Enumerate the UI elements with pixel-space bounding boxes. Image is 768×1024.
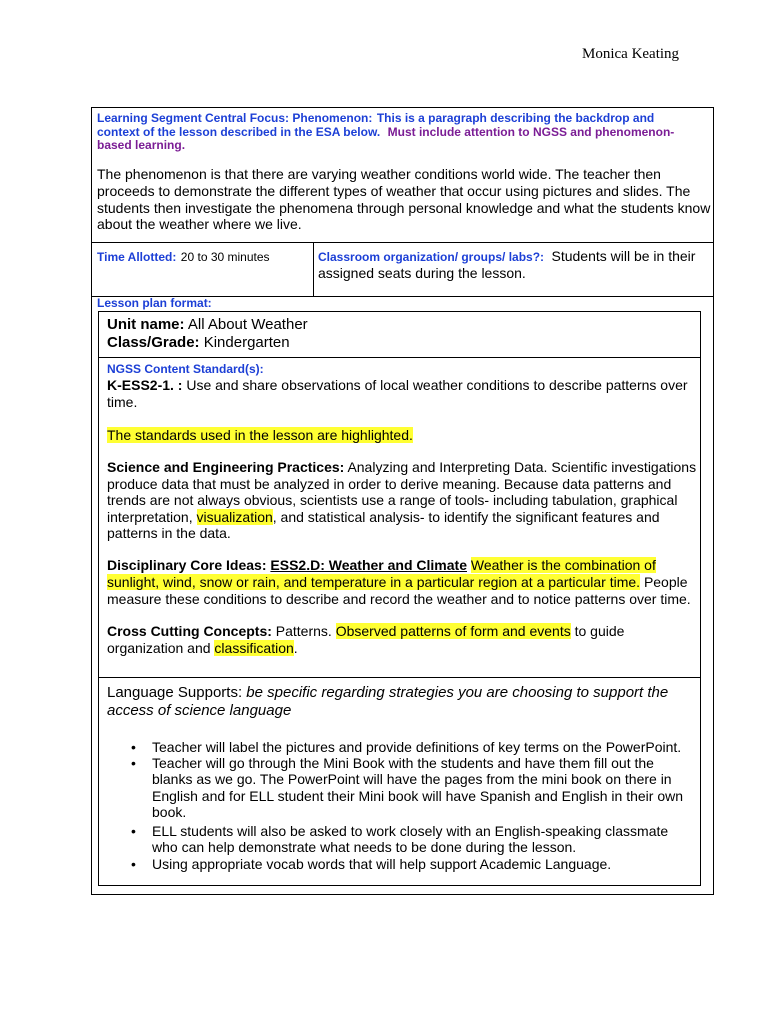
highlight-note: The standards used in the lesson are highlighted.: [107, 427, 413, 443]
column-divider: [313, 242, 314, 296]
sep-line: produce data that must be analyzed in order to derive meaning. Because data patterns and: [107, 476, 672, 492]
ccc-line2: organization and classification.: [107, 640, 298, 656]
central-focus-instruction-line3: based learning.: [97, 138, 186, 152]
unit-name: Unit name: All About Weather: [107, 316, 308, 333]
bullet-item: Teacher will label the pictures and provide definitions of key terms on the PowerPoint.: [152, 739, 682, 755]
ngss-standard-line2: time.: [107, 394, 138, 410]
ngss-heading: NGSS Content Standard(s):: [107, 362, 264, 376]
dci-line3: measure these conditions to describe and record the weather and to notice patterns over time.: [107, 591, 691, 607]
dci-line1: Disciplinary Core Ideas: ESS2.D: Weather and Climate Weather is the combination of: [107, 557, 656, 573]
central-focus-instruction-line1: Learning Segment Central Focus: Phenomenon: This is a paragraph describing the backdrop and: [97, 111, 655, 125]
classroom-organization-line2: assigned seats during the lesson.: [318, 265, 526, 281]
central-focus-instruction-line2: context of the lesson described in the ESA below. Must include attention to NGSS and phenomenon-: [97, 125, 675, 139]
bullet-item-continued: English and for ELL student their Mini book will have Spanish and English in their own: [152, 788, 684, 804]
bullet-item-continued: who can help demonstrate what needs to be done during the lesson.: [152, 839, 577, 855]
phenomenon-line: The phenomenon is that there are varying weather conditions world wide. The teacher then: [97, 166, 661, 182]
bullet-item: Using appropriate vocab words that will help support Academic Language.: [152, 856, 612, 872]
ngss-standard: K-ESS2-1. : Use and share observations of local weather conditions to describe patterns over: [107, 377, 688, 393]
bullet-item-continued: blanks as we go. The PowerPoint will have the pages from the mini book on there in: [152, 771, 672, 787]
class-grade: Class/Grade: Kindergarten: [107, 334, 290, 351]
phenomenon-line: students then investigate the phenomena through personal knowledge and what the students know: [97, 200, 711, 216]
bullet-marker: •: [131, 739, 136, 755]
time-allotted: Time Allotted: 20 to 30 minutes: [97, 250, 270, 264]
inner-divider-1: [98, 357, 701, 358]
classroom-organization: Classroom organization/ groups/ labs?: Students will be in their: [318, 248, 696, 264]
lesson-plan-format-label: Lesson plan format:: [97, 296, 212, 310]
dci-line2: sunlight, wind, snow or rain, and temperature in a particular region at a particular time. People: [107, 574, 688, 590]
inner-divider-2: [98, 677, 701, 678]
sep-line: patterns in the data.: [107, 525, 231, 541]
phenomenon-line: about the weather where we live.: [97, 216, 302, 232]
author-name: Monica Keating: [582, 46, 680, 62]
language-supports-line1: Language Supports: be specific regarding strategies you are choosing to support the: [107, 684, 669, 701]
bullet-marker: •: [131, 856, 136, 872]
bullet-item-continued: book.: [152, 804, 187, 820]
sep-line1: Science and Engineering Practices: Analyzing and Interpreting Data. Scientific investigations: [107, 459, 697, 475]
row-divider-1: [91, 242, 714, 243]
bullet-item: ELL students will also be asked to work closely with an English-speaking classmate: [152, 823, 669, 839]
bullet-item: Teacher will go through the Mini Book with the students and have them fill out the: [152, 755, 654, 771]
bullet-marker: •: [131, 823, 136, 839]
phenomenon-line: proceeds to demonstrate the different types of weather that occur using pictures and slides. The: [97, 183, 691, 199]
sep-line: trends are not always obvious, scientists use a range of tools- including tabulation, graphical: [107, 492, 678, 508]
sep-line4: interpretation, visualization, and statistical analysis- to identify the significant features and: [107, 509, 660, 525]
bullet-marker: •: [131, 755, 136, 771]
language-supports-line2: access of science language: [107, 702, 292, 719]
ccc-line1: Cross Cutting Concepts: Patterns. Observed patterns of form and events to guide: [107, 623, 625, 639]
